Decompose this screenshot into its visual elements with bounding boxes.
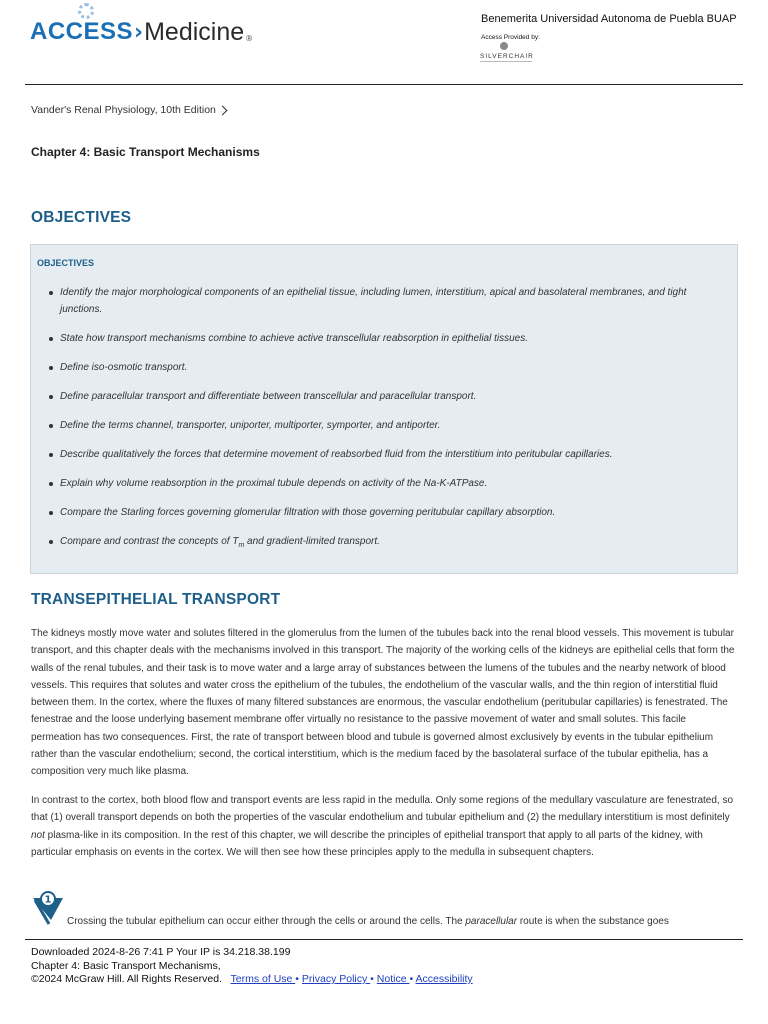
list-item-text: and gradient-limited transport. [244, 536, 380, 547]
body-paragraph-1: The kidneys mostly move water and solutes filtered in the glomerulus from the lumen of the tubules back into the renal blood vessels. This movement is tubular transport, and this chapter deals with the mechanisms involved in this transport. The majority of the working cells of the kidneys are epithelial cells that form the walls of the renal tubules, and their task is to move water and a large array of substances between the lumens of the tubules and the nearby network of blood vessels. This requires that solutes and water cross the epithelium of the tubules, the endothelium of the vascular walls, and the thin region of interstitial fluid between them. In the cortex, where the fluxes of many filtered substances are enormous, the vascular endothelium (peritubular capillaries) is fenestrated. The fenestrae and the loose underlying basement membrane offer virtually no resistance to the passive movement of water and small solutes. This facile permeation has two consequences. First, the rate of transport between blood and tubule is governed almost exclusively by events in the tubular epithelium rather than the vascular endothelium; second, the cortical interstitium, which is the medium faced by the basolateral surface of the tubular epithelia, has a composition very much like plasma. [31, 628, 735, 778]
body-paragraph-3 [67, 916, 747, 927]
logo-access-text: ACCESS [30, 18, 134, 45]
download-info: Downloaded 2024-8-26 7:41 P Your IP is 34.218.38.199 [31, 946, 291, 958]
footer-divider [25, 939, 743, 940]
emphasis-text: not [31, 829, 45, 841]
logo-chevron-icon: › [134, 19, 144, 45]
notice-link[interactable]: Notice [376, 973, 410, 985]
transepithelial-heading: TRANSEPITHELIAL TRANSPORT [31, 591, 281, 608]
breadcrumb-book-link[interactable]: Vander's Renal Physiology, 10th Edition [31, 104, 216, 116]
body-paragraph-2 [31, 792, 737, 861]
list-item: Define the terms channel, transporter, uniporter, multiporter, symporter, and antiporter. [49, 417, 719, 434]
page-footer [31, 946, 473, 987]
list-item: Explain why volume reabsorption in the proximal tubule depends on activity of the Na-K-ATPase. [49, 475, 719, 492]
objectives-list [49, 284, 719, 566]
list-item: Define iso-osmotic transport. [49, 359, 719, 376]
paragraph-text: plasma-like in its composition. In the rest of this chapter, we will describe the principles of epithelial transport that apply to all parts of the kidney, with particular emphasis on events in the cortex. We will then see how these principles apply to the medulla in subsequent chapters. [31, 829, 703, 858]
objectives-heading: OBJECTIVES [31, 209, 132, 226]
privacy-policy-link[interactable]: Privacy Policy [301, 973, 371, 985]
footer-links-row [31, 973, 473, 987]
institution-name: Benemerita Universidad Autonoma de Puebla BUAP [481, 13, 737, 25]
tm-subscript: m [238, 542, 245, 549]
silverchair-logo-underline [480, 61, 532, 62]
breadcrumb[interactable] [31, 104, 226, 116]
link-separator: • [409, 973, 414, 985]
paragraph-text: Crossing the tubular epithelium can occur either through the cells or around the cells. The [67, 916, 466, 927]
logo-gear-icon [78, 3, 94, 19]
list-item [49, 533, 719, 554]
header-divider [25, 84, 743, 85]
list-item: State how transport mechanisms combine to achieve active transcellular reabsorption in epithelial tissues. [49, 330, 719, 347]
logo-medicine-text: Medicine [144, 17, 245, 46]
chapter-title: Chapter 4: Basic Transport Mechanisms [31, 145, 260, 159]
emphasis-text: paracellular [465, 916, 518, 927]
objectives-box-label: OBJECTIVES [37, 258, 95, 268]
list-item: Compare the Starling forces governing glomerular filtration with those governing peritubular capillary absorption. [49, 504, 719, 521]
silverchair-logo-text: SILVERCHAIR [480, 53, 534, 60]
logo-registered-mark: ® [245, 33, 254, 43]
accessmedicine-logo[interactable] [30, 14, 253, 50]
badge-number: 1 [44, 894, 52, 906]
copyright-text: ©2024 McGraw Hill. All Rights Reserved. [31, 973, 222, 985]
link-separator: • [295, 973, 299, 985]
key-concept-badge-icon[interactable] [31, 890, 65, 928]
list-item-text: Compare and contrast the concepts of T [60, 536, 239, 547]
access-provided-by-label: Access Provided by: [481, 34, 540, 41]
terms-of-use-link[interactable]: Terms of Use [230, 973, 296, 985]
accessibility-link[interactable]: Accessibility [415, 973, 473, 985]
objectives-box [30, 244, 738, 574]
footer-chapter-title: Chapter 4: Basic Transport Mechanisms, [31, 959, 221, 972]
list-item: Identify the major morphological components of an epithelial tissue, including lumen, interstitium, apical and basolateral membranes, and tight junctions. [49, 284, 719, 318]
silverchair-logo-icon [500, 42, 508, 50]
page-header [0, 0, 768, 85]
paragraph-text: In contrast to the cortex, both blood flow and transport events are less rapid in the medulla. Only some regions of the medullary vasculature are fenestrated, so that (1) overall transport depends on both the properties of the vascular endothelium and tubular epithelium and (2) the medullary interstitium is most definitely [31, 795, 734, 824]
paragraph-text: route is when the substance goes [517, 916, 669, 927]
list-item: Define paracellular transport and differentiate between transcellular and paracellular transport. [49, 388, 719, 405]
link-separator: • [370, 973, 374, 985]
chevron-right-icon [217, 105, 227, 115]
list-item: Describe qualitatively the forces that determine movement of reabsorbed fluid from the interstitium into peritubular capillaries. [49, 446, 719, 463]
